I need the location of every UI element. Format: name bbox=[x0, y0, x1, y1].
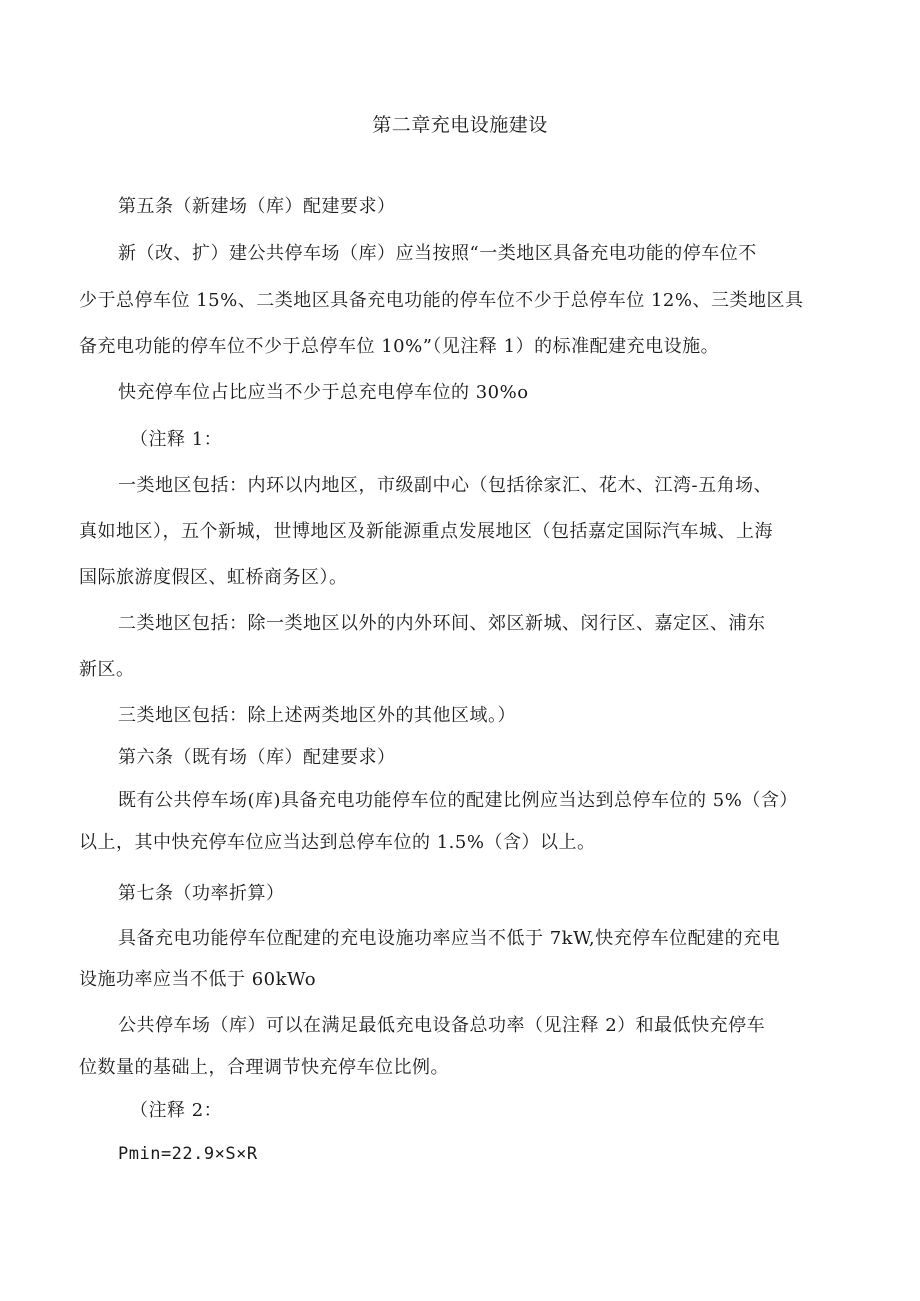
article-6-para-line2: 以上，其中快充停车位应当达到总停车位的 1.5%（含）以上。 bbox=[79, 832, 596, 853]
article-5-para1-line3: 备充电功能的停车位不少于总停车位 10%”（见注释 1）的标准配建充电设施。 bbox=[79, 336, 720, 357]
article-7-para1-line2: 设施功率应当不低于 60kWo bbox=[79, 969, 317, 990]
article-5-para1-line1: 新（改、扩）建公共停车场（库）应当按照“一类地区具备充电功能的停车位不 bbox=[118, 243, 757, 264]
zone-1-line1: 一类地区包括：内环以内地区，市级副中心（包括徐家汇、花木、江湾-五角场、 bbox=[118, 475, 773, 496]
zone-2-line1: 二类地区包括：除一类地区以外的内外环间、郊区新城、闵行区、嘉定区、浦东 bbox=[118, 613, 766, 634]
note-1-open: （注释 1： bbox=[130, 429, 223, 450]
zone-3: 三类地区包括：除上述两类地区外的其他区域。） bbox=[118, 705, 516, 726]
article-5-para1-line2: 少于总停车位 15%、二类地区具备充电功能的停车位不少于总停车位 12%、三类地区具 bbox=[79, 290, 804, 311]
article-7-para1-line1: 具备充电功能停车位配建的充电设施功率应当不低于 7kW,快充停车位配建的充电 bbox=[118, 928, 781, 949]
article-6-para-line1: 既有公共停车场(库)具备充电功能停车位的配建比例应当达到总停车位的 5%（含） bbox=[118, 790, 798, 811]
zone-1-line2: 真如地区），五个新城，世博地区及新能源重点发展地区（包括嘉定国际汽车城、上海 bbox=[79, 521, 773, 542]
power-formula: Pmin=22.9×S×R bbox=[118, 1144, 258, 1164]
chapter-title: 第二章充电设施建设 bbox=[372, 114, 548, 136]
note-2-open: （注释 2： bbox=[130, 1100, 223, 1121]
zone-1-line3: 国际旅游度假区、虹桥商务区）。 bbox=[79, 567, 348, 588]
article-7-heading: 第七条（功率折算） bbox=[118, 883, 285, 904]
article-7-para2-line2: 位数量的基础上，合理调节快充停车位比例。 bbox=[79, 1057, 449, 1078]
article-7-para2-line1: 公共停车场（库）可以在满足最低充电设备总功率（见注释 2）和最低快充停车 bbox=[118, 1015, 766, 1036]
article-5-heading: 第五条（新建场（库）配建要求） bbox=[118, 196, 396, 217]
zone-2-line2: 新区。 bbox=[79, 659, 135, 680]
article-6-heading: 第六条（既有场（库）配建要求） bbox=[118, 747, 396, 768]
article-5-para2: 快充停车位占比应当不少于总充电停车位的 30%o bbox=[118, 382, 529, 403]
